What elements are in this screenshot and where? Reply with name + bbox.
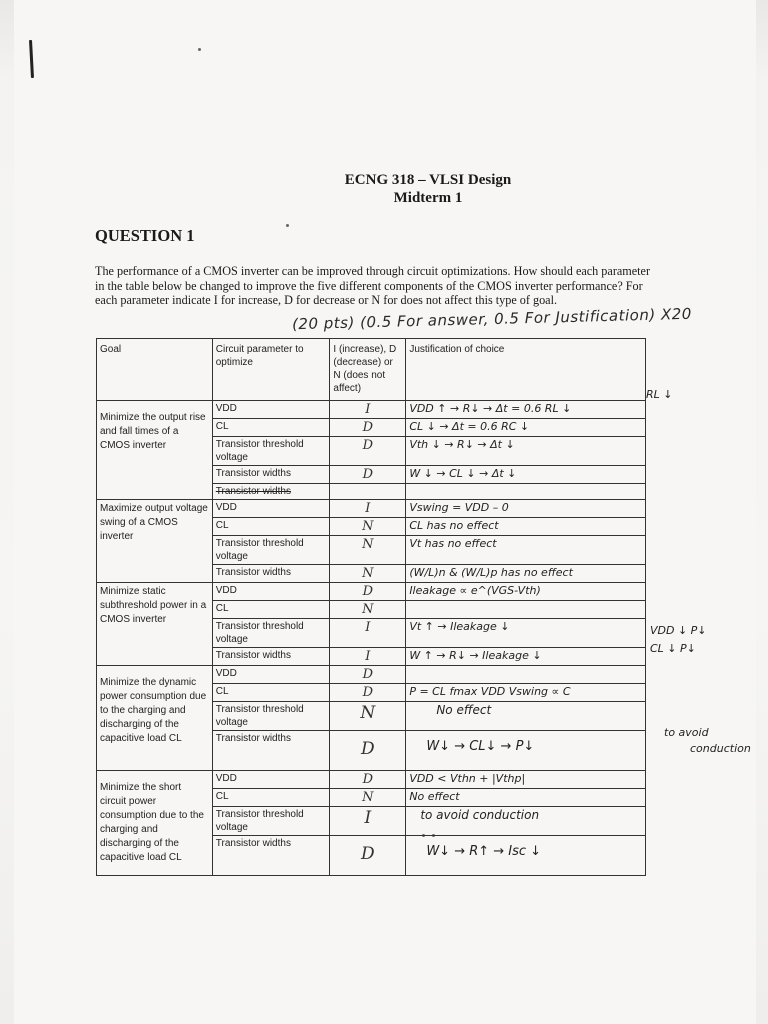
param-cell: CL [212,789,330,807]
goal-cell: Minimize the dynamic power consumption due to the charging and discharging of the capacitive load CL [97,666,213,771]
justification-cell: W↓ → R↑ → Isc ↓ [406,836,646,876]
question-text: The performance of a CMOS inverter can be improved through circuit optimizations. How should each parameter in the table below be changed to improve the five different components of the CMOS inverter performance? For each parameter indicate I for increase, D for decrease or N for does not affect this type of goal. [95,264,651,308]
param-cell: CL [212,684,330,702]
table-header-row [97,339,646,401]
justification-cell: Vt ↑ → Ileakage ↓ [406,619,646,648]
param-cell: CL [212,419,330,437]
header-goal: Goal [97,339,213,401]
justification-cell: W ↑ → R↓ → Ileakage ↓ [406,648,646,666]
answer-cell: D [330,466,406,484]
answer-cell: D [330,437,406,466]
param-cell: Transistor widths [212,731,330,771]
param-cell: Transistor widths [212,466,330,484]
param-cell: Transistor threshold voltage [212,536,330,565]
justification-cell [406,666,646,684]
answer-cell: I [330,500,406,518]
answer-cell: D [330,836,406,876]
param-cell: VDD [212,771,330,789]
goal-cell: Minimize the output rise and fall times of a CMOS inverter [97,401,213,500]
header-choice: I (increase), D (decrease) or N (does not affect) [330,339,406,401]
margin-note: RL ↓ [646,388,673,401]
param-cell-struck: Transistor widths [212,484,330,500]
param-cell: Transistor threshold voltage [212,619,330,648]
answer-cell: D [330,731,406,771]
param-cell: VDD [212,666,330,684]
answer-cell: D [330,583,406,601]
justification-cell [406,484,646,500]
justification-cell: (W/L)n & (W/L)p has no effect [406,565,646,583]
param-cell: CL [212,601,330,619]
answer-cell: N [330,565,406,583]
justification-cell: Vth ↓ → R↓ → Δt ↓ [406,437,646,466]
answer-cell: I [330,648,406,666]
justification-cell: No effect [406,702,646,731]
margin-note: VDD ↓ P↓ [650,624,707,637]
answer-cell: D [330,666,406,684]
justification-cell: to avoid conduction [406,807,646,836]
justification-cell: VDD ↑ → R↓ → Δt = 0.6 RL ↓ [406,401,646,419]
answer-cell: I [330,807,406,836]
justification-cell: CL ↓ → Δt = 0.6 RC ↓ [406,419,646,437]
justification-cell: W ↓ → CL ↓ → Δt ↓ [406,466,646,484]
goal-cell: Minimize the short circuit power consumption due to the charging and discharging of the capacitive load CL [97,771,213,876]
goal-cell: Maximize output voltage swing of a CMOS inverter [97,500,213,583]
table-row [97,666,646,684]
justification-cell [406,601,646,619]
param-cell: Transistor threshold voltage [212,702,330,731]
margin-note: to avoid [664,726,709,739]
margin-note: conduction [690,742,751,755]
question-heading: QUESTION 1 [95,226,195,245]
param-cell: VDD [212,583,330,601]
param-cell: Transistor threshold voltage [212,807,330,836]
param-cell: Transistor threshold voltage [212,437,330,466]
justification-cell: Vt has no effect [406,536,646,565]
header-parameter: Circuit parameter to optimize [212,339,330,401]
header-justification: Justification of choice [406,339,646,401]
answer-table [96,338,646,876]
table-row [97,500,646,518]
justification-cell: No effect [406,789,646,807]
points-note: (20 pts) (0.5 For answer, 0.5 For Justification) X20 [291,304,693,334]
justification-cell: VDD < Vthn + |Vthp| [406,771,646,789]
exam-title: Midterm 1 [393,190,463,206]
answer-cell: N [330,518,406,536]
justification-cell: Vswing = VDD – 0 [406,500,646,518]
answer-cell: N [330,536,406,565]
answer-cell: D [330,684,406,702]
justification-cell: Ileakage ∝ e^(VGS-Vth) [406,583,646,601]
speck [286,224,289,227]
speck [198,48,201,51]
table-row [97,771,646,789]
course-title: ECNG 318 – VLSI Design [344,172,512,188]
margin-note: CL ↓ P↓ [650,642,696,655]
answer-cell: D [330,419,406,437]
param-cell: Transistor widths [212,836,330,876]
goal-cell: Minimize static subthreshold power in a CMOS inverter [97,583,213,666]
justification-cell: P = CL fmax VDD Vswing ∝ C [406,684,646,702]
answer-cell: N [330,601,406,619]
answer-cell: N [330,702,406,731]
param-cell: Transistor widths [212,565,330,583]
table-row [97,401,646,419]
answer-cell: I [330,619,406,648]
param-cell: Transistor widths [212,648,330,666]
answer-cell: D [330,771,406,789]
param-cell: VDD [212,500,330,518]
param-cell: VDD [212,401,330,419]
answer-cell [330,484,406,500]
param-cell: CL [212,518,330,536]
justification-cell: W↓ → CL↓ → P↓ [406,731,646,771]
answer-cell: I [330,401,406,419]
table-row [97,583,646,601]
justification-cell: CL has no effect [406,518,646,536]
answer-cell: N [330,789,406,807]
